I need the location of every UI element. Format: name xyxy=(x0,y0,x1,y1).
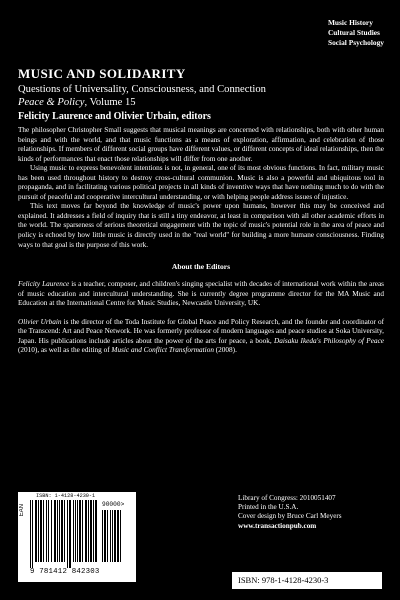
barcode-addon-number: 90000> xyxy=(102,501,125,508)
barcode-isbn-label: ISBN: 1-4128-4230-1 xyxy=(36,493,96,499)
book-reference: Music and Conflict Transformation xyxy=(111,346,214,355)
barcode-bar xyxy=(51,500,52,562)
publisher-website[interactable]: www.transactionpub.com xyxy=(238,521,317,530)
barcode-bar xyxy=(120,510,121,562)
barcode-bar xyxy=(75,500,76,562)
editor-bio-laurence xyxy=(18,280,384,309)
editor-bio-text: is a teacher, composer, and children's singing specialist with decades of international work within the areas of music education and intercultural understanding. She is currently degree programme director for the MA Music and Education at the International Centre for Music Studies, Newcastle University, UK. xyxy=(18,280,384,308)
barcode-bar xyxy=(38,500,39,562)
description xyxy=(18,126,384,250)
barcode-bar xyxy=(93,500,94,562)
barcode-bar xyxy=(79,500,81,562)
barcode-bar xyxy=(32,500,33,568)
barcode-bar xyxy=(48,500,49,562)
book-reference: Daisaku Ikeda's Philosophy of Peace xyxy=(274,336,384,345)
barcode-bar xyxy=(82,500,83,562)
barcode-bar xyxy=(90,500,92,562)
barcode-bar xyxy=(69,500,71,568)
main-text-block xyxy=(18,66,384,365)
barcode-bar xyxy=(88,500,89,562)
about-editors-heading: About the Editors xyxy=(171,262,231,272)
barcode-bar xyxy=(61,500,63,562)
barcode-bar xyxy=(40,500,42,562)
barcode-bar xyxy=(59,500,60,562)
ean-label: EAN xyxy=(19,504,25,517)
subject-categories xyxy=(328,18,384,48)
barcode-bar xyxy=(67,500,68,568)
barcode-bar xyxy=(46,500,47,562)
editor-bio-text: (2010), as well as the editing of xyxy=(18,346,112,355)
barcode-bar xyxy=(77,500,78,562)
barcode-bars xyxy=(30,500,98,568)
book-subtitle: Questions of Universality, Consciousness, and Connection xyxy=(18,84,266,95)
cover-design-credit: Cover design by Bruce Carl Meyers xyxy=(238,512,342,521)
series-line xyxy=(18,96,384,109)
barcode-bar xyxy=(102,510,103,562)
series-volume: , Volume 15 xyxy=(84,97,136,108)
barcode-bar xyxy=(64,500,65,562)
barcode-bar xyxy=(117,510,119,562)
barcode-bar xyxy=(73,500,74,562)
editor-bio-urbain xyxy=(18,318,384,356)
editor-bio-text: (2008). xyxy=(213,346,237,355)
barcode-bar xyxy=(112,510,113,562)
description-paragraph: The philosopher Christopher Small suggests that musical meanings are concerned with relationships, both with other human beings and with the world, and that music functions as a means of exploration, affirmation, and celebration of those relationships. If members of different social groups have different values, or different concepts of ideal relationships, then the kinds of performances that enact those relationships will differ from one another. xyxy=(18,126,384,163)
subject-item: Social Psychology xyxy=(327,38,384,47)
barcode-bar xyxy=(114,510,116,562)
editor-bio-text: is the director of the Toda Institute for Global Peace and Policy Research, and the founder and coordinator of the Transcend: Art and Peace Network. He was formerly professor of modern languages and peace studies at Soka University, Japan. His publications include articles about the power of the arts for peace, a book, xyxy=(18,317,385,345)
barcode-addon-bars xyxy=(102,510,132,568)
barcode xyxy=(18,492,136,582)
barcode-bar xyxy=(104,510,106,562)
editor-name: Olivier Urbain xyxy=(18,317,62,326)
barcode-bar xyxy=(57,500,58,562)
barcode-bar xyxy=(43,500,44,562)
description-paragraph: Using music to express benevolent intentions is not, in general, one of its most obvious functions. In fact, military music has been used throughout history to destroy cross-cultural communion. Music is also a powerful and ubiquitous tool in propaganda, and in facilitating various political projects in all kinds of inventive ways that have nothing much to do with the pursuit of peaceful and cooperative intercultural understanding, or with helping people address issues of injustice. xyxy=(18,164,384,201)
barcode-bar xyxy=(110,510,111,562)
barcode-digits: 9 781412 842303 xyxy=(30,568,100,576)
isbn-box: ISBN: 978-1-4128-4230-3 xyxy=(232,572,382,589)
barcode-bar xyxy=(54,500,56,562)
book-title: MUSIC AND SOLIDARITY xyxy=(18,66,186,81)
printed-in: Printed in the U.S.A. xyxy=(238,503,299,512)
barcode-bar xyxy=(107,510,108,562)
colophon xyxy=(238,494,342,531)
editor-name: Felicity Laurence xyxy=(18,280,70,289)
barcode-bar xyxy=(35,500,37,562)
description-paragraph: This text moves far beyond the knowledge of music's power upon humans, however this may be conceived and explained. It addresses a field of inquiry that is still a tiny endeavor, at least in comparison with all other academic efforts in the world. The sparseness of serious theoretical engagement with the topic of music's potential role in the area of peace and policy is echoed by how little music is directly used in the "real world" for building a more humane consciousness. Finding ways to that goal is the purpose of this work. xyxy=(18,202,384,249)
editors-line: Felicity Laurence and Olivier Urbain, editors xyxy=(18,111,211,122)
subject-item: Music History xyxy=(327,18,373,27)
library-of-congress: Library of Congress: 2010051407 xyxy=(238,494,336,502)
barcode-bar xyxy=(85,500,87,562)
barcode-bar xyxy=(30,500,31,568)
barcode-bar xyxy=(95,500,97,562)
series-name: Peace & Policy xyxy=(18,97,85,108)
subject-item: Cultural Studies xyxy=(327,28,380,37)
